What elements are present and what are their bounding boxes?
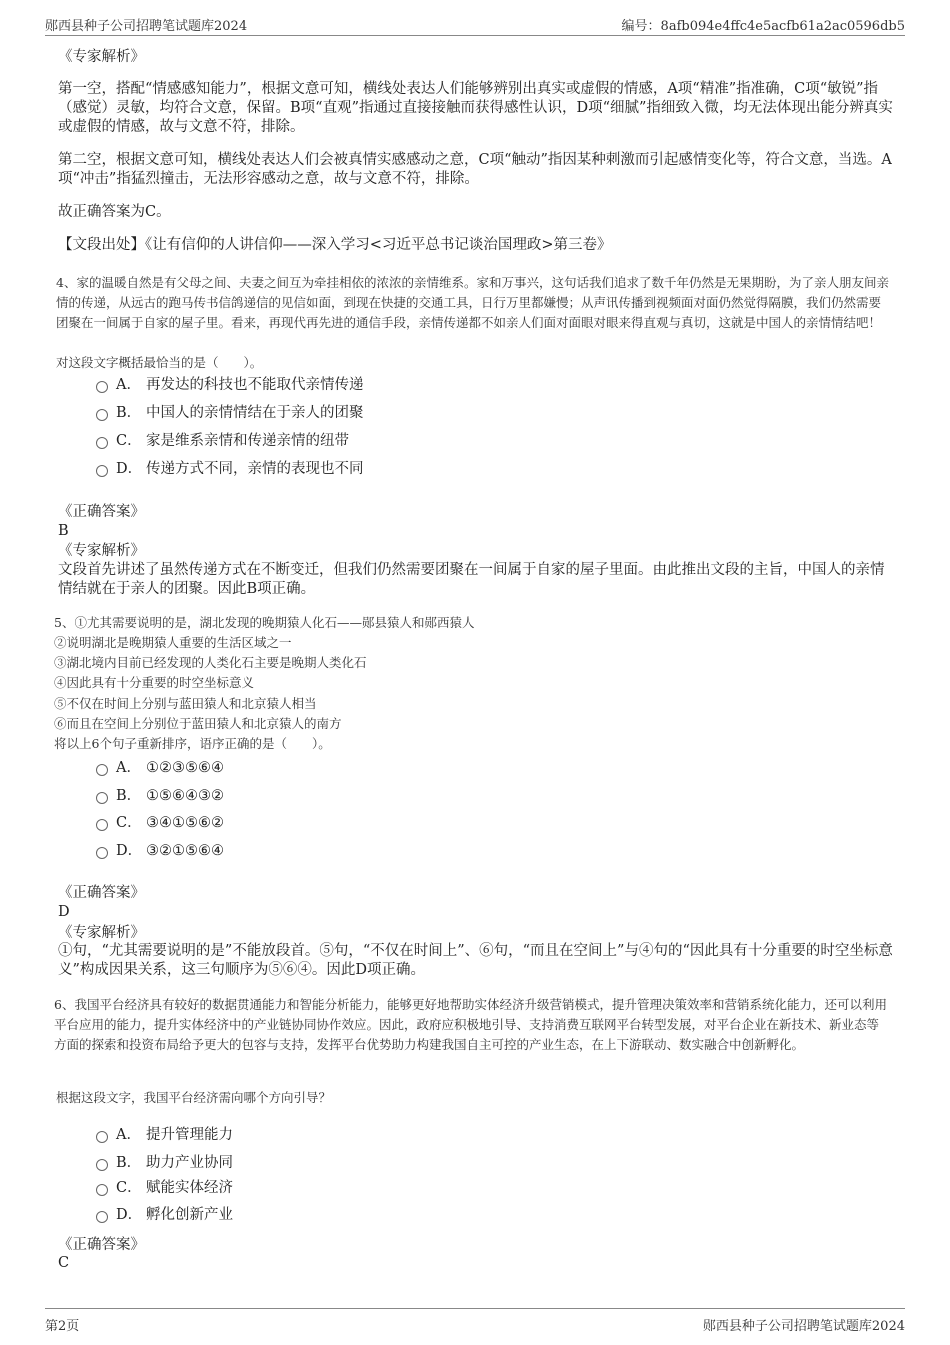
radio-icon[interactable]	[96, 465, 108, 477]
q4-option-a[interactable]: A． 再发达的科技也不能取代亲情传递	[96, 375, 364, 395]
q6-option-d[interactable]: D． 孵化创新产业	[96, 1205, 233, 1225]
q3-analysis-para2: 第二空，根据文意可知，横线处表达人们会被真情实感感动之意，C项“触动”指因某种刺激而引起感情变化等，符合文意，当选。A项“冲击”指猛烈撞击，无法形容感动之意，故与文意不符，排除。	[58, 152, 892, 187]
q4-answer-label: 《正确答案》	[58, 504, 145, 520]
radio-icon[interactable]	[96, 437, 108, 449]
q5-line-5: ⑤不仅在时间上分别与蓝田猿人和北京猿人相当	[54, 696, 317, 711]
footer-page-number: 第2页	[45, 1319, 80, 1334]
q6-option-a[interactable]: A． 提升管理能力	[96, 1125, 233, 1145]
q5-line-6: ⑥而且在空间上分别位于蓝田猿人和北京猿人的南方	[54, 716, 342, 731]
q5-option-a[interactable]: A． ①②③⑤⑥④	[96, 758, 224, 778]
q5-line-1: 5、①尤其需要说明的是，湖北发现的晚期猿人化石——郧县猿人和郧西猿人	[54, 615, 475, 630]
radio-icon[interactable]	[96, 1131, 108, 1143]
q4-option-b[interactable]: B． 中国人的亲情情结在于亲人的团聚	[96, 403, 364, 423]
q5-expert-label: 《专家解析》	[58, 925, 145, 941]
radio-icon[interactable]	[96, 792, 108, 804]
q3-analysis-para3: 故正确答案为C。	[58, 204, 171, 220]
radio-icon[interactable]	[96, 409, 108, 421]
header-title: 郧西县种子公司招聘笔试题库2024	[45, 19, 248, 34]
radio-icon[interactable]	[96, 381, 108, 393]
q6-answer: C	[58, 1255, 70, 1271]
q4-expert-label: 《专家解析》	[58, 543, 145, 559]
radio-icon[interactable]	[96, 1211, 108, 1223]
q6-question: 根据这段文字，我国平台经济需向哪个方向引导？	[56, 1090, 332, 1105]
footer-title: 郧西县种子公司招聘笔试题库2024	[702, 1319, 905, 1334]
q6-answer-label: 《正确答案》	[58, 1237, 145, 1253]
header-serial: 编号：8afb094e4ffc4e5acfb61a2ac0596db5	[621, 19, 905, 34]
q5-question: 将以上6个句子重新排序，语序正确的是（ ）。	[54, 736, 331, 751]
q5-option-d[interactable]: D． ③②①⑤⑥④	[96, 841, 224, 861]
radio-icon[interactable]	[96, 847, 108, 859]
page-footer	[45, 1308, 905, 1335]
page-header	[45, 13, 905, 36]
q4-stem: 4、家的温暖自然是有父母之间、夫妻之间互为牵挂相依的浓浓的亲情维系。家和万事兴，这句话我们追求了数千年仍然是无果期盼，为了亲人朋友间亲情的传递，从远古的跑马传书信鸽递信的见信如面，到现在快捷的交通工具，日行万里都嫌慢；从声讯传播到视频面对面仍然觉得隔膜，我们仍然需要团聚在一间属于自家的屋子里。看来，再现代再先进的通信手段，亲情传递都不如亲人们面对面眼对眼来得直观与真切，这就是中国人的亲情情结吧！	[56, 275, 889, 330]
q3-analysis-para1: 第一空，搭配“情感感知能力”，根据文意可知，横线处表达人们能够辨别出真实或虚假的情感，A项“精准”指准确，C项“敏锐”指（感觉）灵敏，均符合文意，保留。B项“直观”指通过直接接触而获得感性认识，D项“细腻”指细致入微，均无法体现出能分辨真实或虚假的情感，故与文意不符，排除。	[58, 81, 893, 135]
q6-option-c[interactable]: C． 赋能实体经济	[96, 1178, 233, 1198]
q5-line-4: ④因此具有十分重要的时空坐标意义	[54, 675, 255, 690]
q4-analysis: 文段首先讲述了虽然传递方式在不断变迁，但我们仍然需要团聚在一间属于自家的屋子里面。由此推出文段的主旨，中国人的亲情情结就在于亲人的团聚。因此B项正确。	[58, 562, 885, 597]
q6-option-b[interactable]: B． 助力产业协同	[96, 1153, 233, 1173]
radio-icon[interactable]	[96, 819, 108, 831]
radio-icon[interactable]	[96, 1184, 108, 1196]
q5-line-3: ③湖北境内目前已经发现的人类化石主要是晚期人类化石	[54, 655, 367, 670]
q5-line-2: ②说明湖北是晚期猿人重要的生活区域之一	[54, 635, 292, 650]
q4-option-d[interactable]: D． 传递方式不同，亲情的表现也不同	[96, 459, 364, 479]
q5-answer: D	[58, 904, 70, 920]
q4-option-c[interactable]: C． 家是维系亲情和传递亲情的纽带	[96, 431, 349, 451]
radio-icon[interactable]	[96, 1159, 108, 1171]
q5-analysis: ①句，“尤其需要说明的是”不能放段首。⑤句，“不仅在时间上”、⑥句，“而且在空间上”与④句的“因此具有十分重要的时空坐标意义”构成因果关系，这三句顺序为⑤⑥④。因此D项正确。	[58, 943, 893, 978]
q6-stem: 6、我国平台经济具有较好的数据贯通能力和智能分析能力，能够更好地帮助实体经济升级营销模式，提升管理决策效率和营销系统化能力，还可以利用平台应用的能力，提升实体经济中的产业链协同协作效应。因此，政府应积极地引导、支持消费互联网平台转型发展，对平台企业在新技术、新业态等方面的探索和投资布局给予更大的包容与支持，发挥平台优势助力构建我国自主可控的产业生态，在上下游联动、数实融合中创新孵化。	[54, 997, 887, 1052]
q3-expert-label: 《专家解析》	[58, 49, 145, 65]
radio-icon[interactable]	[96, 764, 108, 776]
q5-option-b[interactable]: B． ①⑤⑥④③②	[96, 786, 224, 806]
q3-source: 【文段出处】《让有信仰的人讲信仰——深入学习<习近平总书记谈治国理政>第三卷》	[58, 237, 612, 253]
q4-question: 对这段文字概括最恰当的是（ ）。	[56, 355, 263, 370]
q5-option-c[interactable]: C． ③④①⑤⑥②	[96, 813, 224, 833]
q5-answer-label: 《正确答案》	[58, 885, 145, 901]
q4-answer: B	[58, 523, 69, 539]
